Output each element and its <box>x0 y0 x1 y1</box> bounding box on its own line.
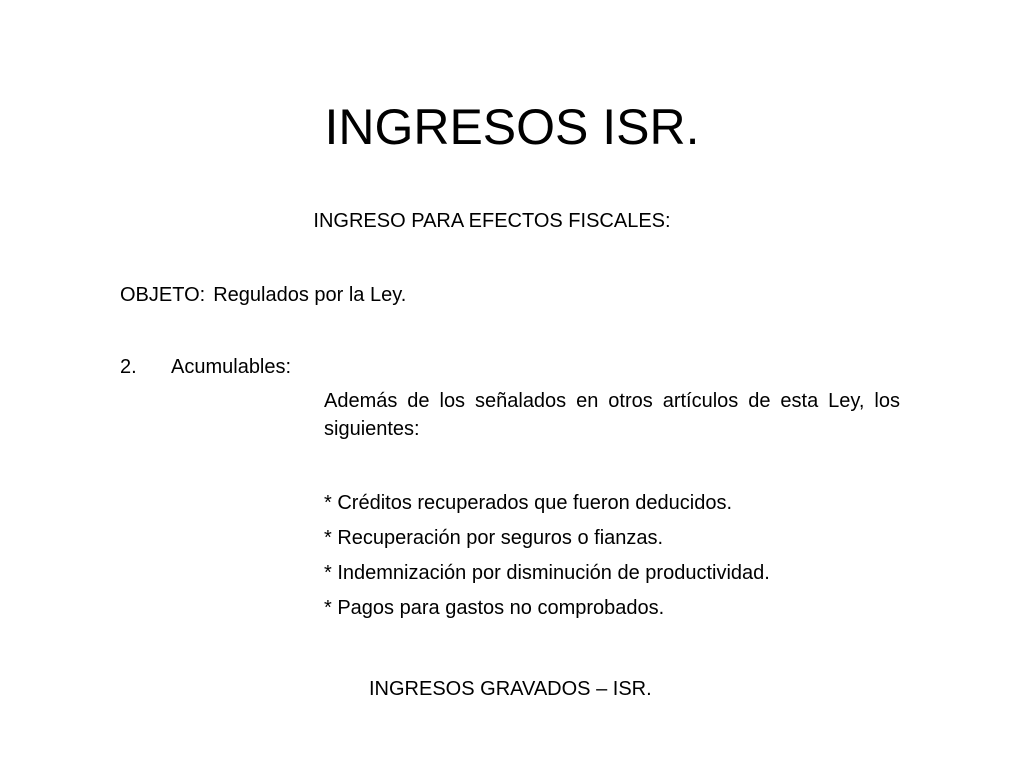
list-item: * Créditos recuperados que fueron deducidos. <box>324 492 733 514</box>
item-number: 2. <box>120 356 137 378</box>
list-item: * Indemnización por disminución de productividad. <box>324 562 770 584</box>
objeto-line <box>120 281 406 309</box>
list-item: * Recuperación por seguros o fianzas. <box>324 527 664 549</box>
slide-subtitle: INGRESO PARA EFECTOS FISCALES: <box>313 210 671 232</box>
objeto-text: Regulados por la Ley. <box>213 284 407 306</box>
slide-title: INGRESOS ISR. <box>324 99 700 155</box>
list-item: * Pagos para gastos no comprobados. <box>324 597 665 619</box>
objeto-label: OBJETO: <box>120 284 206 306</box>
numbered-item <box>120 353 291 381</box>
slide-footer: INGRESOS GRAVADOS – ISR. <box>369 678 652 700</box>
bullet-list <box>324 486 770 626</box>
item-label: Acumulables: <box>171 356 292 378</box>
item-description: Además de los señalados en otros artículos de esta Ley, los siguientes: <box>324 390 900 440</box>
